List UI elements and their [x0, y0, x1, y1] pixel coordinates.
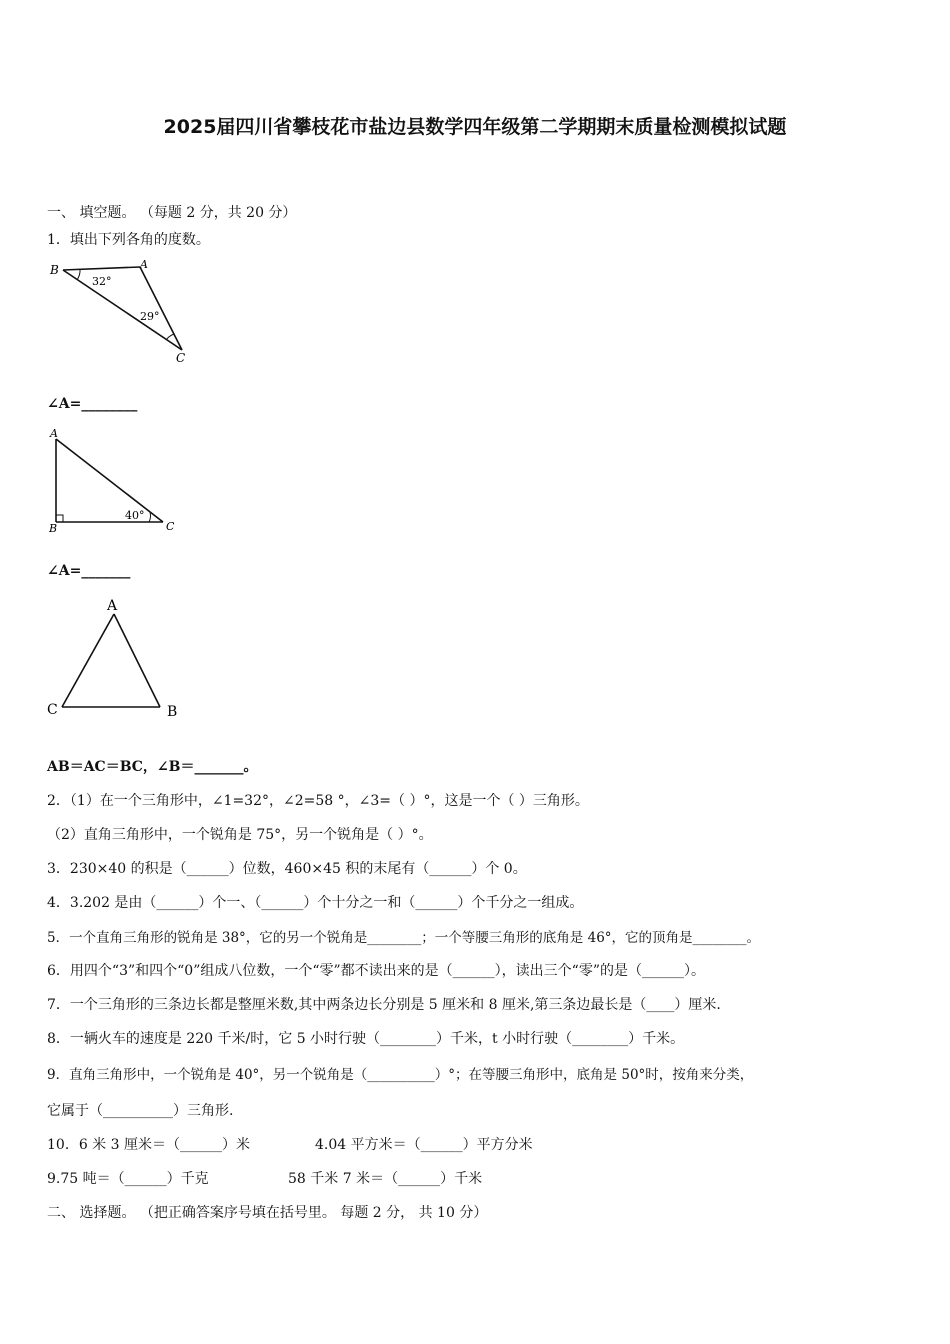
question-6: 6．用四个“3”和四个“0”组成八位数，一个“零”都不读出来的是（______），读出三个“零”的是（______）。 — [47, 963, 705, 979]
fig1-angle-b: 32° — [92, 275, 112, 288]
fig2-label-b: B — [49, 522, 58, 535]
fig1-label-c: C — [176, 351, 186, 365]
question-10a-left: 10．6 米 3 厘米＝（______）米 — [47, 1137, 250, 1153]
answer-1: ∠A=________ — [47, 396, 138, 412]
question-3: 3．230×40 的积是（______）位数，460×45 积的末尾有（______）个 0。 — [47, 861, 527, 877]
question-10b-right: 58 千米 7 米＝（______）千米 — [288, 1171, 483, 1187]
question-4: 4．3.202 是由（______）个一、（______）个十分之一和（______）个千分之一组成。 — [47, 895, 584, 911]
question-5: 5．一个直角三角形的锐角是 38°，它的另一个锐角是________；一个等腰三角形的底角是 46°，它的顶角是________。 — [47, 930, 761, 946]
fig3-label-c: C — [47, 702, 58, 718]
fig3-label-b: B — [167, 704, 178, 720]
question-10a-right: 4.04 平方米＝（______）平方分米 — [315, 1137, 533, 1153]
section2-heading: 二、 选择题。 （把正确答案序号填在括号里。 每题 2 分， 共 10 分） — [47, 1205, 488, 1221]
figure-triangle-2 — [46, 426, 186, 536]
fig2-label-a: A — [50, 427, 58, 440]
figure-triangle-3 — [44, 594, 194, 724]
question-10b-left: 9.75 吨＝（______）千克 — [47, 1171, 209, 1187]
fig1-label-a: A — [140, 258, 148, 271]
question-1: 1．填出下列各角的度数。 — [47, 232, 210, 248]
question-2b: （2）直角三角形中，一个锐角是 75°，另一个锐角是（ ）°。 — [47, 827, 433, 843]
question-9b: 它属于（__________）三角形. — [47, 1103, 234, 1119]
figure-triangle-1 — [46, 256, 196, 368]
fig1-label-b: B — [50, 263, 59, 277]
page-title: 2025届四川省攀枝花市盐边县数学四年级第二学期期末质量检测模拟试题 — [163, 116, 787, 138]
answer-3: AB＝AC＝BC，∠B＝_______。 — [47, 759, 258, 775]
question-2a: 2．（1）在一个三角形中，∠1=32°，∠2=58 °，∠3=（ ）°，这是一个（ ）三角形。 — [47, 793, 589, 809]
question-9a: 9．直角三角形中，一个锐角是 40°，另一个锐角是（__________）°；在等腰三角形中，底角是 50°时，按角来分类， — [47, 1067, 754, 1083]
fig2-label-c: C — [166, 520, 175, 533]
section1-heading: 一、 填空题。 （每题 2 分，共 20 分） — [47, 205, 297, 221]
fig3-label-a: A — [107, 598, 118, 614]
fig2-angle-c: 40° — [125, 509, 145, 522]
question-7: 7．一个三角形的三条边长都是整厘米数,其中两条边长分别是 5 厘米和 8 厘米,第三条边最长是（____）厘米. — [47, 997, 721, 1013]
fig1-angle-c: 29° — [140, 310, 160, 323]
question-8: 8．一辆火车的速度是 220 千米/时，它 5 小时行驶（________）千米，t 小时行驶（________）千米。 — [47, 1031, 685, 1047]
answer-2: ∠A=_______ — [47, 563, 131, 579]
